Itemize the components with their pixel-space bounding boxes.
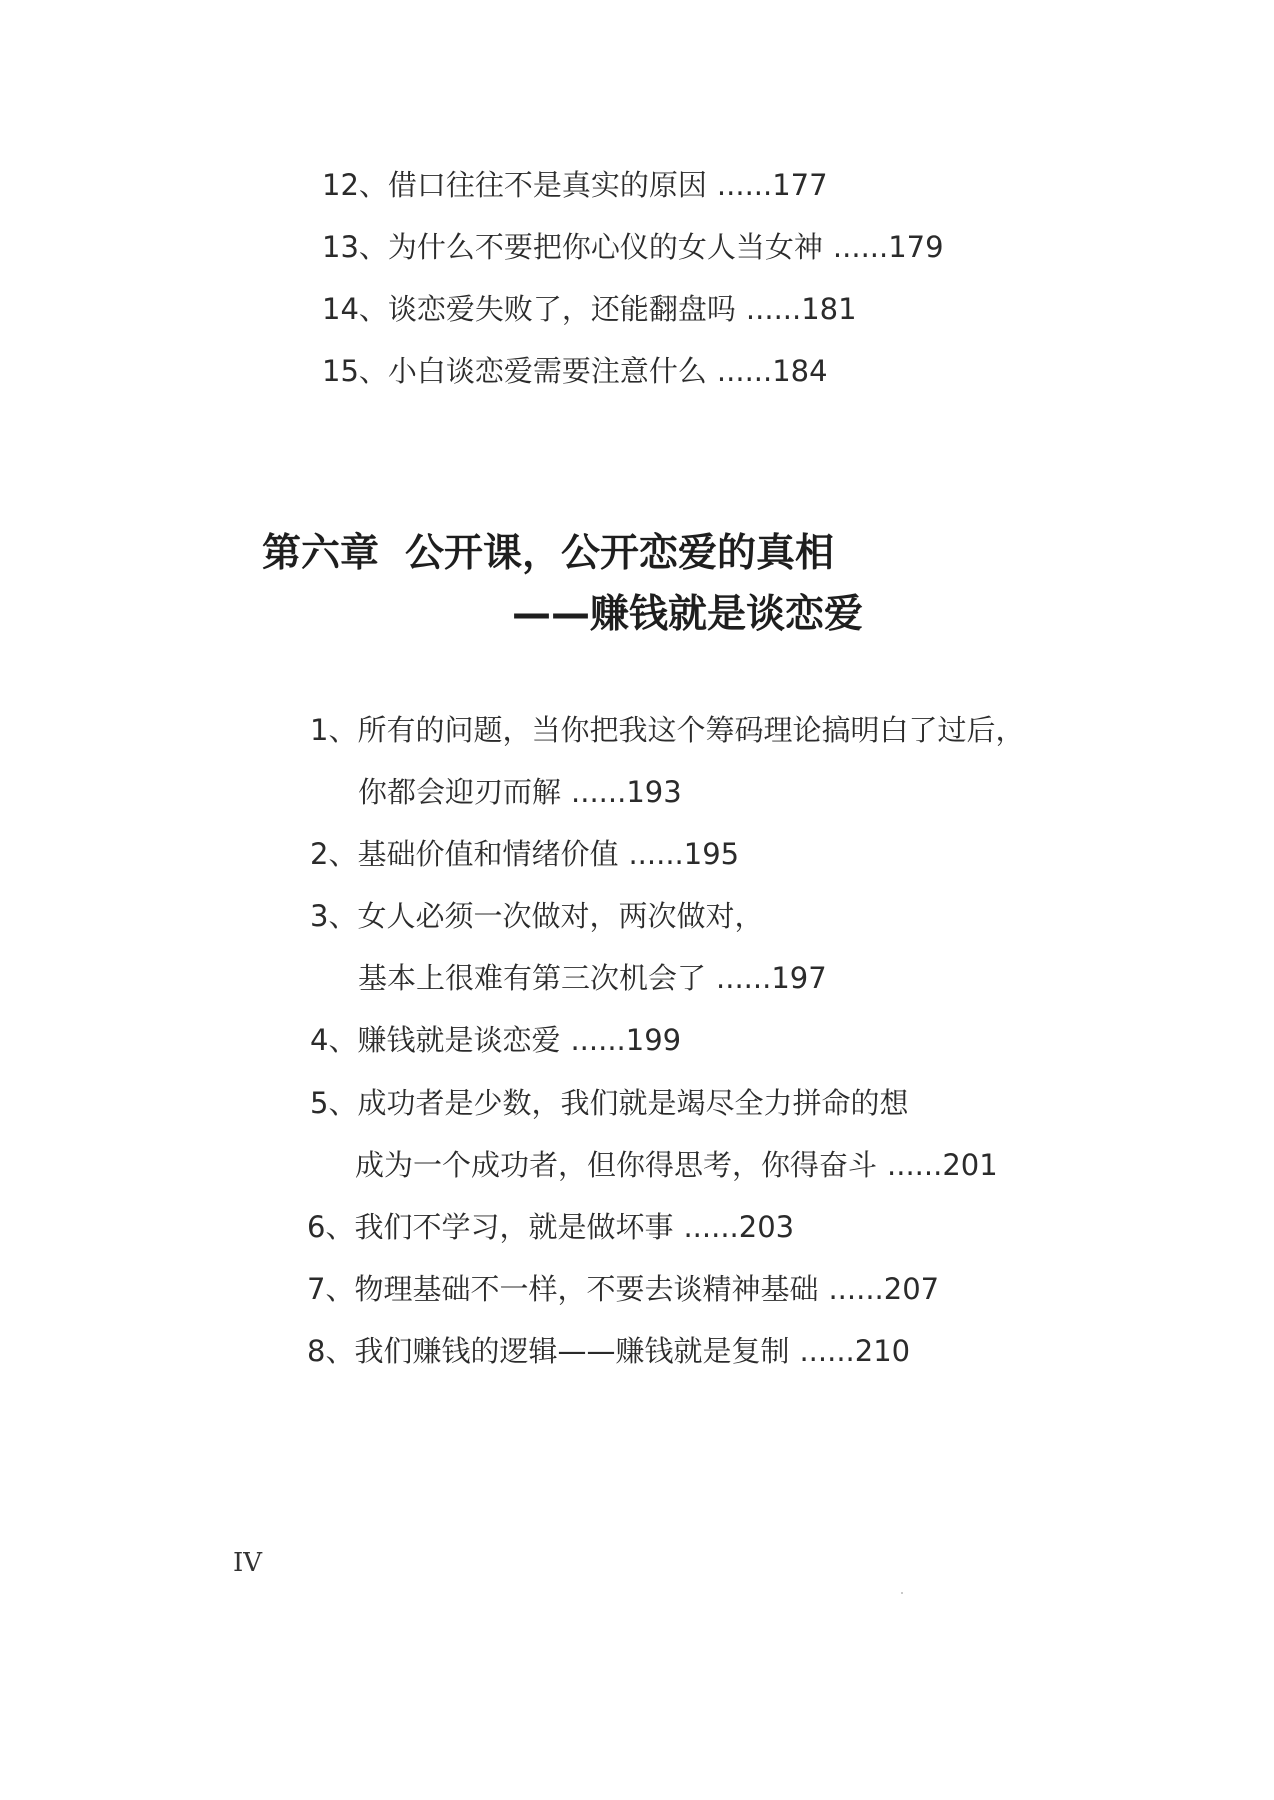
scan-speck xyxy=(901,1592,903,1594)
entry-number: 13、 xyxy=(322,230,388,264)
toc-entry-5-cont[interactable] xyxy=(355,1147,998,1183)
entry-title-cont: 成为一个成功者，但你得思考，你得奋斗 xyxy=(355,1148,878,1182)
chapter-label: 第六章 xyxy=(262,531,380,576)
entry-number: 14、 xyxy=(322,292,388,326)
toc-entry-13[interactable] xyxy=(322,229,944,265)
entry-page: ......195 xyxy=(628,837,740,871)
entry-page: ......201 xyxy=(887,1148,998,1182)
chapter-heading xyxy=(262,531,834,577)
chapter-title: 公开课，公开恋爱的真相 xyxy=(405,531,835,576)
entry-page: ......197 xyxy=(716,961,827,995)
toc-entry-5[interactable] xyxy=(310,1085,908,1121)
toc-entry-3[interactable] xyxy=(310,898,763,934)
entry-title: 赚钱就是谈恋爱 xyxy=(357,1023,561,1057)
entry-title: 物理基础不一样，不要去谈精神基础 xyxy=(354,1272,819,1306)
toc-entry-6[interactable] xyxy=(307,1209,794,1245)
entry-title: 谈恋爱失败了，还能翻盘吗 xyxy=(387,292,736,326)
toc-entry-12[interactable] xyxy=(322,167,828,203)
entry-page: ......210 xyxy=(799,1334,911,1368)
entry-page: ......207 xyxy=(828,1272,940,1306)
entry-page: ......179 xyxy=(832,230,944,264)
toc-entry-8[interactable] xyxy=(307,1333,910,1369)
entry-number: 6、 xyxy=(307,1210,355,1244)
toc-entry-1[interactable] xyxy=(310,712,1024,748)
entry-title-cont: 基本上很难有第三次机会了 xyxy=(358,961,707,995)
entry-title: 基础价值和情绪价值 xyxy=(357,837,619,871)
entry-title: 借口往往不是真实的原因 xyxy=(387,168,707,202)
entry-number: 2、 xyxy=(310,837,358,871)
entry-title: 为什么不要把你心仪的女人当女神 xyxy=(387,230,823,264)
toc-entry-4[interactable] xyxy=(310,1022,681,1058)
entry-page: ......203 xyxy=(683,1210,795,1244)
entry-number: 12、 xyxy=(322,168,388,202)
entry-title: 女人必须一次做对，两次做对， xyxy=(357,899,764,933)
entry-number: 4、 xyxy=(310,1023,358,1057)
entry-number: 15、 xyxy=(322,354,388,388)
entry-number: 1、 xyxy=(310,713,358,747)
entry-title-cont: 你都会迎刃而解 xyxy=(358,775,562,809)
entry-title: 小白谈恋爱需要注意什么 xyxy=(387,354,707,388)
toc-entry-1-cont[interactable] xyxy=(358,774,682,810)
entry-page: ......193 xyxy=(571,775,682,809)
entry-title: 我们赚钱的逻辑——赚钱就是复制 xyxy=(354,1334,790,1368)
entry-title: 所有的问题，当你把我这个筹码理论搞明白了过后， xyxy=(357,713,1025,747)
entry-page: ......181 xyxy=(745,292,857,326)
toc-entry-15[interactable] xyxy=(322,353,828,389)
chapter-subtitle: ——赚钱就是谈恋爱 xyxy=(512,592,864,637)
entry-number: 7、 xyxy=(307,1272,355,1306)
entry-number: 8、 xyxy=(307,1334,355,1368)
entry-page: ......199 xyxy=(570,1023,682,1057)
entry-page: ......177 xyxy=(716,168,828,202)
toc-entry-7[interactable] xyxy=(307,1271,939,1307)
toc-entry-3-cont[interactable] xyxy=(358,960,827,996)
toc-entry-14[interactable] xyxy=(322,291,857,327)
entry-title: 我们不学习，就是做坏事 xyxy=(354,1210,674,1244)
entry-number: 3、 xyxy=(310,899,358,933)
entry-title: 成功者是少数，我们就是竭尽全力拼命的想 xyxy=(357,1086,909,1120)
toc-entry-2[interactable] xyxy=(310,836,739,872)
entry-page: ......184 xyxy=(716,354,828,388)
entry-number: 5、 xyxy=(310,1086,358,1120)
page-number: IV xyxy=(233,1548,263,1578)
